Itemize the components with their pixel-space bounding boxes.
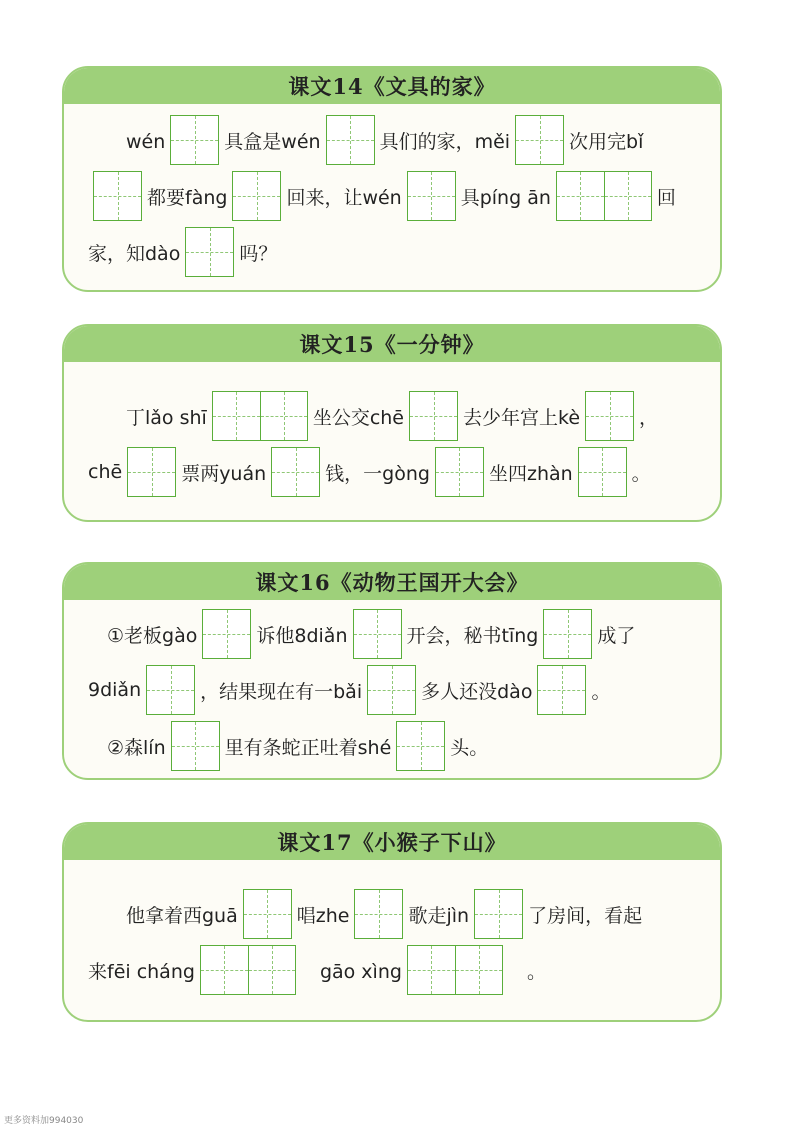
line-text: ，结果现在有一bǎi — [200, 680, 363, 703]
tianzige-cell[interactable] — [544, 610, 591, 658]
line-text: 唱zhe — [296, 904, 350, 927]
tianzige-answer-box[interactable] — [200, 945, 296, 995]
lesson-title: 课文14《文具的家》 — [64, 68, 720, 104]
text-line — [88, 606, 696, 662]
line-text: ， — [639, 406, 659, 429]
line-text: 票两yuán — [181, 462, 267, 485]
tianzige-cell[interactable] — [355, 890, 402, 938]
text-line — [88, 886, 696, 942]
line-text: 都要fàng — [147, 186, 228, 209]
tianzige-cell[interactable] — [186, 228, 233, 276]
text-line — [88, 942, 696, 998]
tianzige-answer-box[interactable] — [396, 721, 445, 771]
line-text: 丁lǎo shī — [88, 406, 207, 429]
tianzige-answer-box[interactable] — [537, 665, 586, 715]
tianzige-answer-box[interactable] — [353, 609, 402, 659]
tianzige-cell[interactable] — [408, 172, 455, 220]
text-line — [88, 662, 696, 718]
tianzige-cell[interactable] — [260, 392, 307, 440]
tianzige-cell[interactable] — [172, 722, 219, 770]
line-text: 9diǎn — [88, 679, 142, 701]
tianzige-answer-box[interactable] — [407, 945, 503, 995]
tianzige-answer-box[interactable] — [543, 609, 592, 659]
tianzige-answer-box[interactable] — [146, 665, 195, 715]
line-text: 吗？ — [239, 242, 278, 265]
line-text: 头。 — [450, 736, 489, 759]
line-text: chē — [88, 461, 123, 483]
tianzige-cell[interactable] — [455, 946, 502, 994]
tianzige-answer-box[interactable] — [243, 889, 292, 939]
line-text: 里有条蛇正吐着shé — [224, 736, 392, 759]
tianzige-answer-box[interactable] — [585, 391, 634, 441]
line-text: 。 — [507, 960, 546, 983]
tianzige-cell[interactable] — [586, 392, 633, 440]
tianzige-cell[interactable] — [368, 666, 415, 714]
line-text: ①老板gào — [88, 624, 198, 647]
tianzige-answer-box[interactable] — [127, 447, 176, 497]
tianzige-answer-box[interactable] — [515, 115, 564, 165]
tianzige-cell[interactable] — [408, 946, 455, 994]
tianzige-answer-box[interactable] — [367, 665, 416, 715]
tianzige-cell[interactable] — [354, 610, 401, 658]
tianzige-cell[interactable] — [557, 172, 604, 220]
line-text: 回来，让wén — [286, 186, 402, 209]
line-text: 坐四zhàn — [488, 462, 573, 485]
tianzige-answer-box[interactable] — [171, 721, 220, 771]
tianzige-answer-box[interactable] — [556, 171, 652, 221]
line-text: 具们的家，měi — [379, 130, 511, 153]
line-text: 坐公交chē — [312, 406, 404, 429]
line-text: ②森lín — [88, 736, 166, 759]
lesson-card — [62, 822, 722, 1022]
lesson-title: 课文15《一分钟》 — [64, 326, 720, 362]
line-text: 。 — [591, 680, 611, 703]
tianzige-cell[interactable] — [397, 722, 444, 770]
line-text: 诉他8diǎn — [256, 624, 348, 647]
line-text: gāo xìng — [300, 960, 402, 983]
line-text: 回 — [656, 186, 676, 209]
line-text: 他拿着西guā — [88, 904, 238, 927]
line-text: 开会，秘书tīng — [406, 624, 539, 647]
line-text: 了房间，看起 — [528, 904, 643, 927]
text-line — [88, 112, 696, 168]
lesson-body — [64, 104, 720, 290]
tianzige-cell[interactable] — [538, 666, 585, 714]
tianzige-answer-box[interactable] — [407, 171, 456, 221]
tianzige-cell[interactable] — [604, 172, 651, 220]
tianzige-answer-box[interactable] — [326, 115, 375, 165]
tianzige-cell[interactable] — [272, 448, 319, 496]
tianzige-cell[interactable] — [213, 392, 260, 440]
line-text: 去少年宫上kè — [463, 406, 581, 429]
lesson-body — [64, 860, 720, 1020]
tianzige-answer-box[interactable] — [93, 171, 142, 221]
tianzige-answer-box[interactable] — [409, 391, 458, 441]
tianzige-cell[interactable] — [244, 890, 291, 938]
tianzige-cell[interactable] — [233, 172, 280, 220]
tianzige-answer-box[interactable] — [578, 447, 627, 497]
line-text: 具盒是wén — [224, 130, 321, 153]
lesson-card — [62, 562, 722, 780]
line-text: wén — [88, 130, 166, 153]
line-text: 家，知dào — [88, 242, 181, 265]
tianzige-answer-box[interactable] — [232, 171, 281, 221]
line-text: 钱，一gòng — [325, 462, 430, 485]
tianzige-answer-box[interactable] — [185, 227, 234, 277]
tianzige-answer-box[interactable] — [271, 447, 320, 497]
text-line — [88, 444, 696, 500]
line-text: 来fēi cháng — [88, 960, 195, 983]
tianzige-cell[interactable] — [410, 392, 457, 440]
tianzige-cell[interactable] — [248, 946, 295, 994]
tianzige-cell[interactable] — [201, 946, 248, 994]
tianzige-cell[interactable] — [327, 116, 374, 164]
line-text: 成了 — [597, 624, 636, 647]
tianzige-cell[interactable] — [94, 172, 141, 220]
tianzige-answer-box[interactable] — [202, 609, 251, 659]
tianzige-cell[interactable] — [128, 448, 175, 496]
lesson-title: 课文17《小猴子下山》 — [64, 824, 720, 860]
tianzige-cell[interactable] — [579, 448, 626, 496]
tianzige-cell[interactable] — [475, 890, 522, 938]
tianzige-cell[interactable] — [147, 666, 194, 714]
line-text: 次用完bǐ — [569, 130, 644, 153]
tianzige-answer-box[interactable] — [435, 447, 484, 497]
line-text: 歌走jìn — [408, 904, 470, 927]
tianzige-cell[interactable] — [516, 116, 563, 164]
lesson-card — [62, 324, 722, 522]
lesson-card — [62, 66, 722, 292]
tianzige-cell[interactable] — [203, 610, 250, 658]
line-text: 具píng ān — [460, 186, 551, 209]
lesson-body — [64, 600, 720, 778]
line-text: 多人还没dào — [421, 680, 533, 703]
tianzige-answer-box[interactable] — [170, 115, 219, 165]
lesson-title: 课文16《动物王国开大会》 — [64, 564, 720, 600]
lesson-body — [64, 362, 720, 520]
tianzige-answer-box[interactable] — [212, 391, 308, 441]
text-line — [88, 718, 696, 774]
line-text: 。 — [631, 462, 651, 485]
tianzige-cell[interactable] — [436, 448, 483, 496]
tianzige-answer-box[interactable] — [474, 889, 523, 939]
tianzige-cell[interactable] — [171, 116, 218, 164]
footer-note: 更多资料加994030 — [4, 1116, 84, 1126]
text-line — [88, 168, 696, 224]
text-line — [88, 224, 696, 280]
text-line — [88, 388, 696, 444]
tianzige-answer-box[interactable] — [354, 889, 403, 939]
